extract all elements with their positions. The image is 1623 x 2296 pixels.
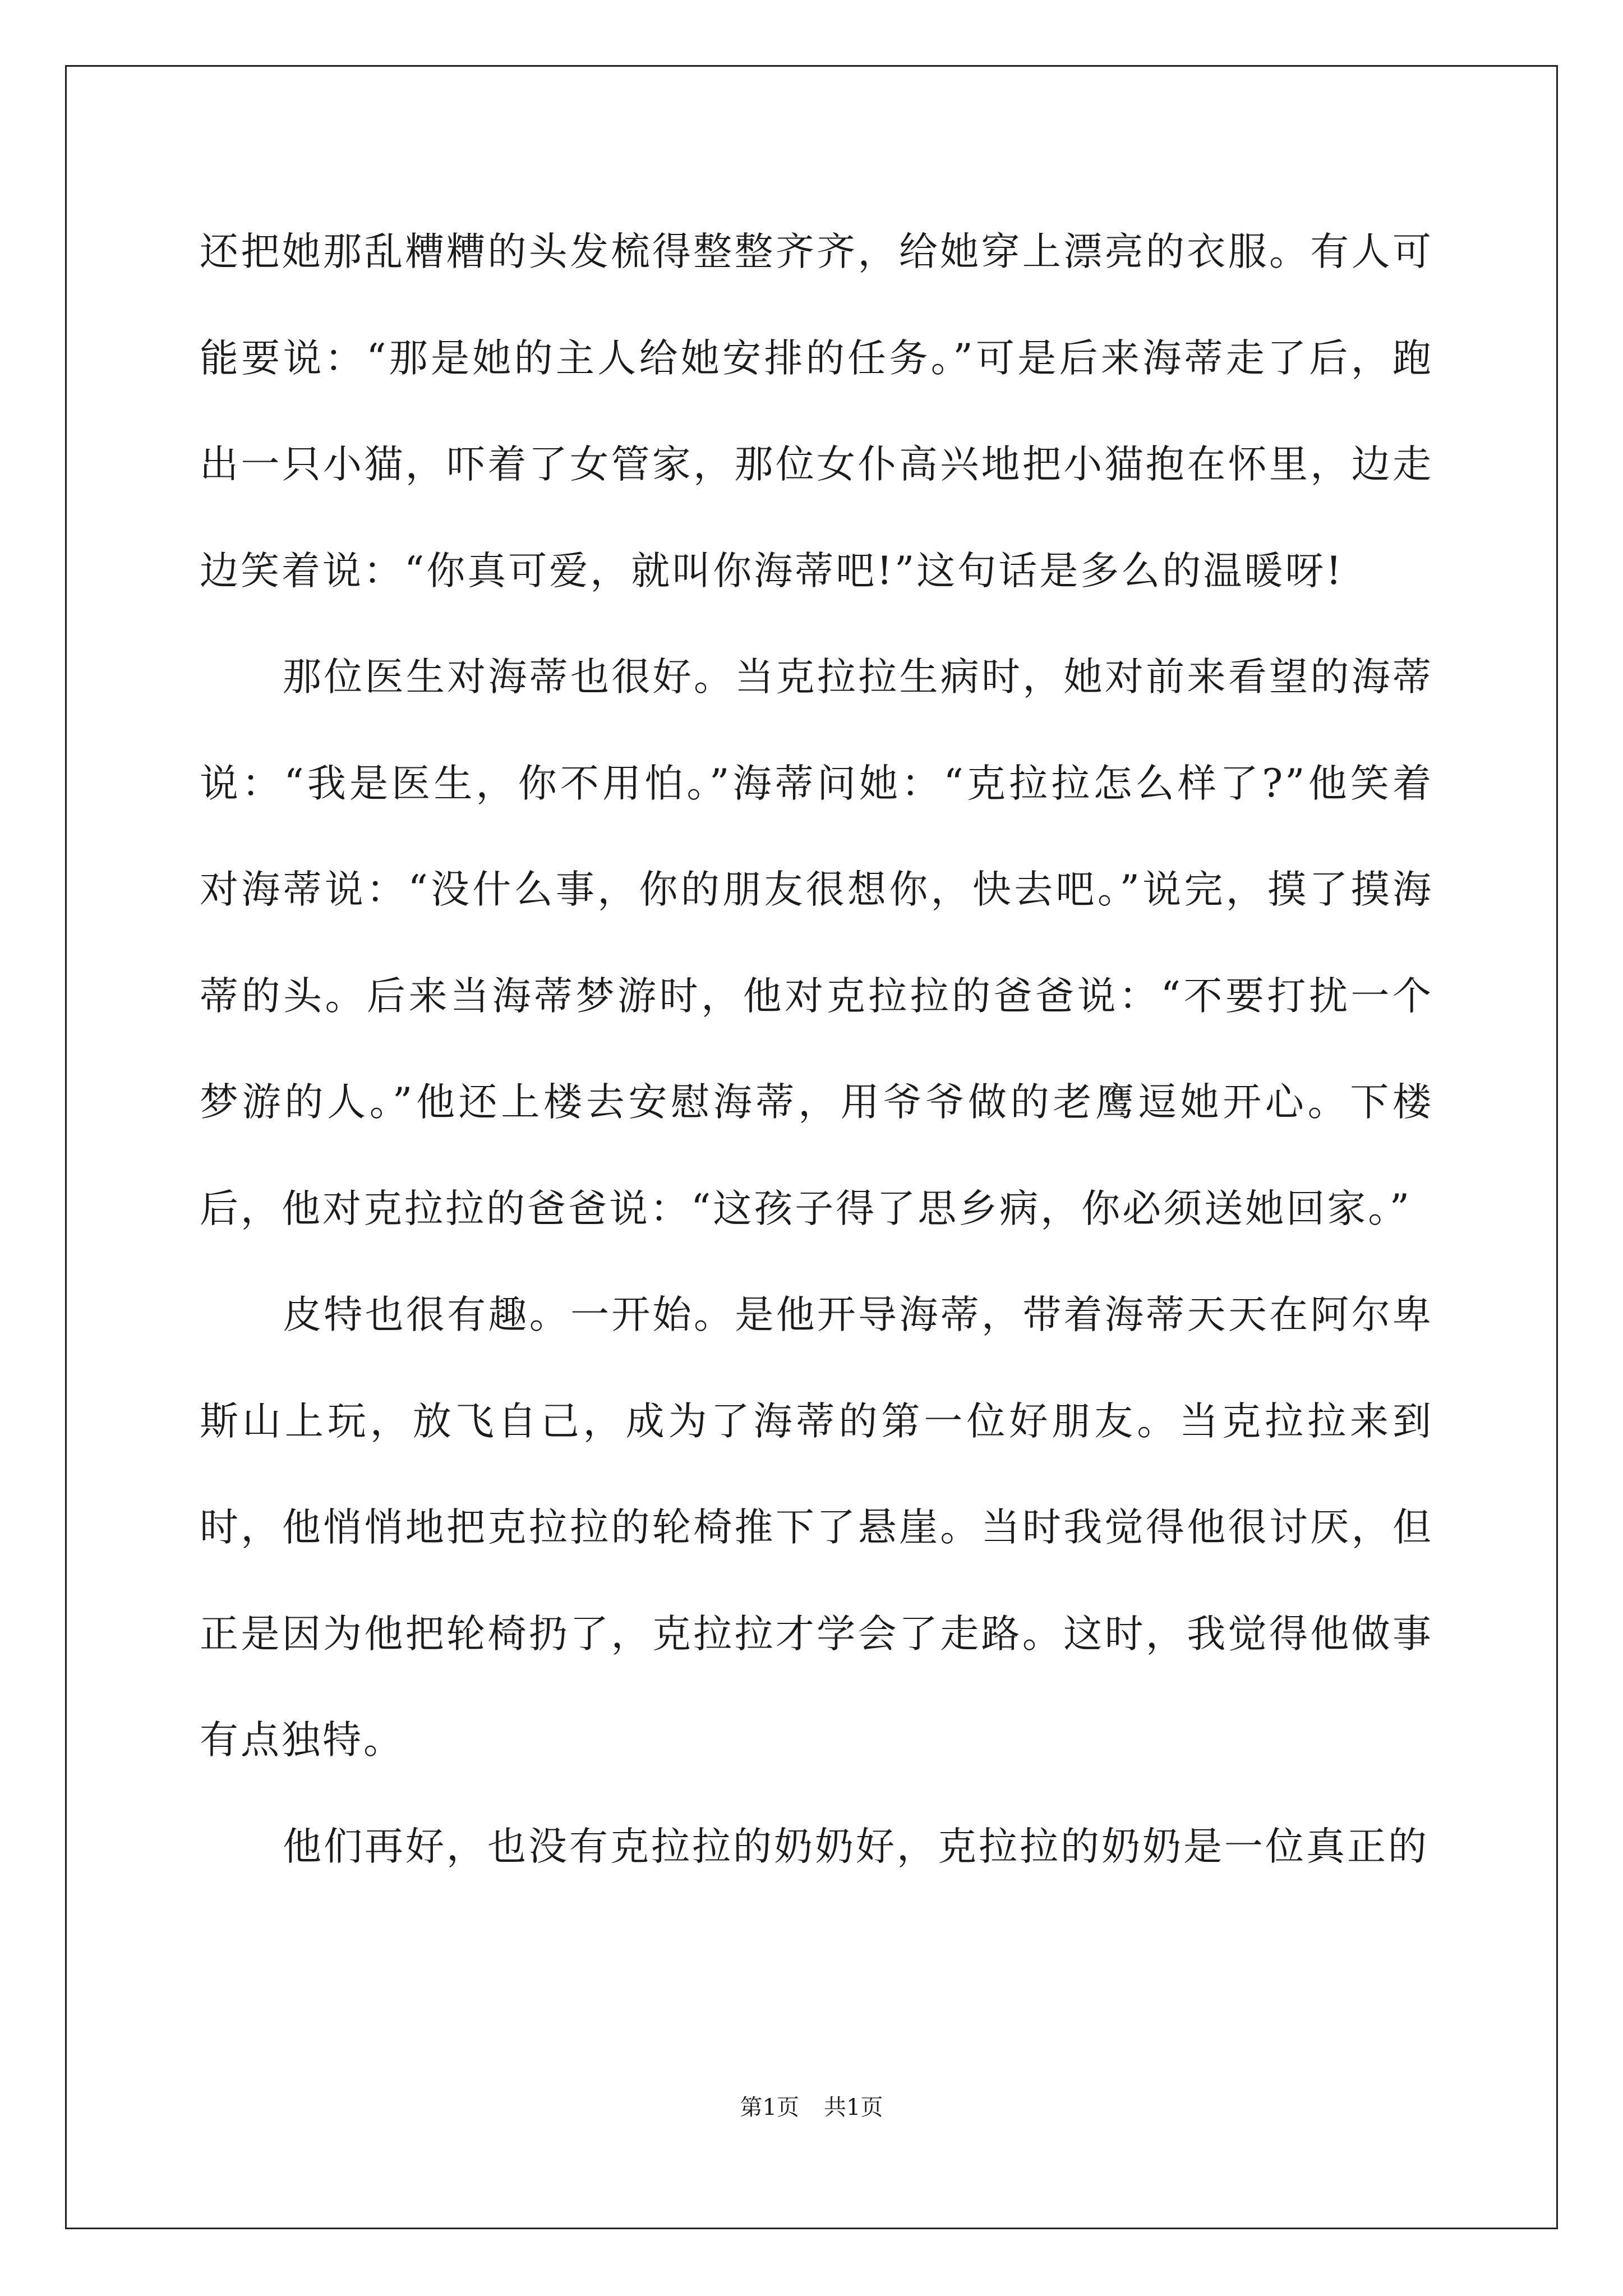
- paragraph-2: 那位医生对海蒂也很好。当克拉拉生病时，她对前来看望的海蒂说：“我是医生，你不用怕。”海蒂问她：“克拉拉怎么样了?”他笑着对海蒂说：“没什么事，你的朋友很想你，快去吧。”说完，摸了摸海蒂的头。后来当海蒂梦游时，他对克拉拉的爸爸说：“不要打扰一个梦游的人。”他还上楼去安慰海蒂，用爷爷做的老鹰逗她开心。下楼后，他对克拉拉的爸爸说：“这孩子得了思乡病，你必须送她回家。”: [200, 655, 1433, 1231]
- total-pages: 共1页: [824, 2095, 883, 2120]
- paragraph-3: 皮特也很有趣。一开始。是他开导海蒂，带着海蒂天天在阿尔卑斯山上玩，放飞自己，成为了海蒂的第一位好朋友。当克拉拉来到时，他悄悄地把克拉拉的轮椅推下了悬崖。当时我觉得他很讨厌，但正是因为他把轮椅扔了，克拉拉才学会了走路。这时，我觉得他做事有点独特。: [200, 1292, 1433, 1763]
- page-number: 第1页: [740, 2095, 799, 2120]
- document-body: [200, 199, 1433, 1900]
- page-footer: [0, 2090, 1623, 2122]
- paragraph-4: 他们再好，也没有克拉拉的奶奶好，克拉拉的奶奶是一位真正的: [283, 1824, 1429, 1869]
- paragraph-1: 还把她那乱糟糟的头发梳得整整齐齐，给她穿上漂亮的衣服。有人可能要说：“那是她的主人给她安排的任务。”可是后来海蒂走了后，跑出一只小猫，吓着了女管家，那位女仆高兴地把小猫抱在怀里，边走边笑着说：“你真可爱，就叫你海蒂吧!”这句话是多么的温暖呀!: [200, 229, 1433, 593]
